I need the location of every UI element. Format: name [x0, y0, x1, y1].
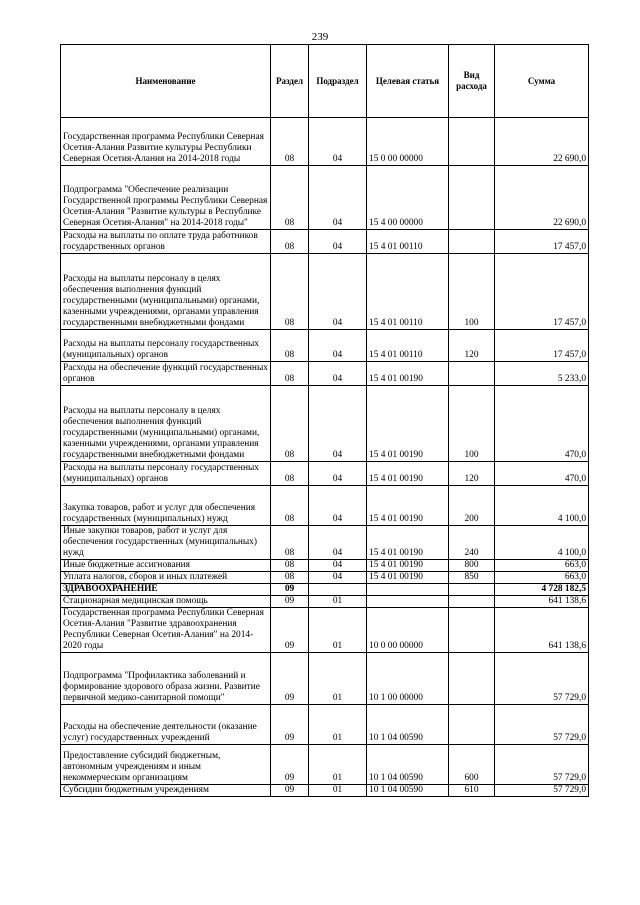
row-podrazdel: 01	[309, 785, 367, 797]
row-vid	[449, 118, 495, 166]
table-row	[61, 462, 589, 486]
row-vid: 120	[449, 330, 495, 362]
row-vid: 200	[449, 486, 495, 526]
row-name: Расходы на обеспечение функций государственных органов	[61, 362, 271, 386]
row-razdel: 09	[271, 584, 309, 596]
row-razdel: 08	[271, 560, 309, 572]
row-vid	[449, 596, 495, 608]
row-name: Подпрограмма "Профилактика заболеваний и формирование здорового образа жизни. Развитие первичной медико-санитарной помощи"	[61, 653, 271, 705]
table-row	[61, 230, 589, 254]
row-statya: 10 1 04 00590	[367, 745, 449, 785]
row-podrazdel: 04	[309, 166, 367, 230]
row-vid	[449, 230, 495, 254]
row-name: Подпрограмма "Обеспечение реализации Государственной программы Республики Северная Осетия-Алания "Развитие культуры в Республике Северная Осетия-Алания" на 2014-2018 годы"	[61, 166, 271, 230]
row-vid	[449, 653, 495, 705]
row-name: Расходы на выплаты персоналу государственных (муниципальных) органов	[61, 330, 271, 362]
row-statya: 10 1 04 00590	[367, 705, 449, 745]
table-row	[61, 596, 589, 608]
row-statya: 10 1 00 00000	[367, 653, 449, 705]
row-podrazdel: 04	[309, 486, 367, 526]
row-name: Стационарная медицинская помощь	[61, 596, 271, 608]
table-row	[61, 386, 589, 462]
row-sum: 17 457,0	[495, 230, 589, 254]
row-statya	[367, 584, 449, 596]
table-row	[61, 608, 589, 653]
row-name: Уплата налогов, сборов и иных платежей	[61, 572, 271, 584]
row-razdel: 08	[271, 118, 309, 166]
table-row	[61, 653, 589, 705]
row-name: Государственная программа Республики Северная Осетия-Алания Развитие культуры Республики Северная Осетия-Алания на 2014-2018 годы	[61, 118, 271, 166]
row-razdel: 09	[271, 596, 309, 608]
header-sum: Сумма	[495, 45, 589, 118]
table-row	[61, 572, 589, 584]
row-name: Иные закупки товаров, работ и услуг для обеспечения государственных (муниципальных) нужд	[61, 526, 271, 560]
row-vid: 120	[449, 462, 495, 486]
row-vid: 600	[449, 745, 495, 785]
row-statya: 15 4 01 00190	[367, 362, 449, 386]
row-statya	[367, 596, 449, 608]
page-number: 239	[311, 31, 329, 43]
row-sum: 663,0	[495, 572, 589, 584]
row-vid: 240	[449, 526, 495, 560]
table-row	[61, 526, 589, 560]
row-podrazdel: 04	[309, 362, 367, 386]
row-podrazdel: 04	[309, 560, 367, 572]
table-row	[61, 118, 589, 166]
row-sum: 470,0	[495, 462, 589, 486]
row-sum: 57 729,0	[495, 745, 589, 785]
row-statya: 15 4 01 00110	[367, 254, 449, 330]
row-name: Расходы на выплаты по оплате труда работников государственных органов	[61, 230, 271, 254]
row-podrazdel: 01	[309, 653, 367, 705]
table-row	[61, 486, 589, 526]
row-name: Государственная программа Республики Северная Осетия-Алания "Развитие здравоохранения Республики Северная Осетия-Алания" на 2014-2020 годы	[61, 608, 271, 653]
table-row	[61, 785, 589, 797]
row-vid	[449, 705, 495, 745]
row-razdel: 08	[271, 572, 309, 584]
row-razdel: 08	[271, 330, 309, 362]
header-vid: Вид расхода	[449, 45, 495, 118]
row-vid: 610	[449, 785, 495, 797]
row-sum: 4 728 182,5	[495, 584, 589, 596]
header-podrazdel: Подраздел	[309, 45, 367, 118]
row-name: Закупка товаров, работ и услуг для обеспечения государственных (муниципальных) нужд	[61, 486, 271, 526]
row-podrazdel: 04	[309, 330, 367, 362]
row-vid	[449, 362, 495, 386]
row-podrazdel: 04	[309, 462, 367, 486]
row-name: Расходы на выплаты персоналу государственных (муниципальных) органов	[61, 462, 271, 486]
row-name: Расходы на обеспечение деятельности (оказание услуг) государственных учреждений	[61, 705, 271, 745]
row-sum: 470,0	[495, 386, 589, 462]
table-row	[61, 745, 589, 785]
row-sum: 641 138,6	[495, 596, 589, 608]
row-sum: 17 457,0	[495, 254, 589, 330]
row-podrazdel: 01	[309, 705, 367, 745]
row-sum: 17 457,0	[495, 330, 589, 362]
row-name: Иные бюджетные ассигнования	[61, 560, 271, 572]
row-sum: 4 100,0	[495, 486, 589, 526]
row-sum: 57 729,0	[495, 705, 589, 745]
row-statya: 15 4 01 00190	[367, 560, 449, 572]
row-statya: 15 4 01 00190	[367, 486, 449, 526]
row-vid: 800	[449, 560, 495, 572]
row-razdel: 08	[271, 362, 309, 386]
row-statya: 15 0 00 00000	[367, 118, 449, 166]
row-podrazdel: 04	[309, 572, 367, 584]
row-sum: 4 100,0	[495, 526, 589, 560]
header-razdel: Раздел	[271, 45, 309, 118]
row-podrazdel: 04	[309, 230, 367, 254]
table-row	[61, 362, 589, 386]
header-statya: Целевая статья	[367, 45, 449, 118]
row-podrazdel	[309, 584, 367, 596]
row-podrazdel: 04	[309, 526, 367, 560]
row-vid	[449, 584, 495, 596]
row-name: ЗДРАВООХРАНЕНИЕ	[61, 584, 271, 596]
row-sum: 663,0	[495, 560, 589, 572]
row-podrazdel: 01	[309, 596, 367, 608]
row-name: Расходы на выплаты персоналу в целях обеспечения выполнения функций государственными (муниципальными) органами, казенными учреждениями, органами управления государственными внебюджетными фондами	[61, 254, 271, 330]
row-razdel: 09	[271, 745, 309, 785]
budget-table	[60, 44, 589, 797]
table-row	[61, 330, 589, 362]
row-sum: 22 690,0	[495, 166, 589, 230]
row-razdel: 08	[271, 462, 309, 486]
row-razdel: 08	[271, 486, 309, 526]
row-razdel: 08	[271, 254, 309, 330]
table-row	[61, 560, 589, 572]
row-razdel: 08	[271, 526, 309, 560]
row-razdel: 09	[271, 785, 309, 797]
header-name: Наименование	[61, 45, 271, 118]
row-statya: 15 4 01 00190	[367, 386, 449, 462]
row-podrazdel: 04	[309, 254, 367, 330]
table-row	[61, 254, 589, 330]
row-sum: 22 690,0	[495, 118, 589, 166]
row-sum: 57 729,0	[495, 785, 589, 797]
row-statya: 10 0 00 00000	[367, 608, 449, 653]
row-razdel: 09	[271, 653, 309, 705]
table-row	[61, 584, 589, 596]
row-vid: 100	[449, 254, 495, 330]
row-podrazdel: 04	[309, 386, 367, 462]
row-vid: 850	[449, 572, 495, 584]
row-razdel: 09	[271, 608, 309, 653]
row-statya: 15 4 01 00110	[367, 330, 449, 362]
row-razdel: 09	[271, 705, 309, 745]
row-podrazdel: 01	[309, 608, 367, 653]
row-statya: 15 4 01 00190	[367, 462, 449, 486]
row-name: Предоставление субсидий бюджетным, автономным учреждениям и иным некоммерческим организациям	[61, 745, 271, 785]
row-name: Субсидии бюджетным учреждениям	[61, 785, 271, 797]
row-statya: 15 4 01 00190	[367, 572, 449, 584]
row-statya: 15 4 00 00000	[367, 166, 449, 230]
table-header-row	[61, 45, 589, 118]
table-row	[61, 705, 589, 745]
row-name: Расходы на выплаты персоналу в целях обеспечения выполнения функций государственными (муниципальными) органами, казенными учреждениями, органами управления государственными внебюджетными фондами	[61, 386, 271, 462]
row-podrazdel: 04	[309, 118, 367, 166]
row-sum: 57 729,0	[495, 653, 589, 705]
row-razdel: 08	[271, 230, 309, 254]
row-vid	[449, 166, 495, 230]
row-vid: 100	[449, 386, 495, 462]
row-razdel: 08	[271, 386, 309, 462]
table-row	[61, 166, 589, 230]
row-statya: 15 4 01 00190	[367, 526, 449, 560]
row-podrazdel: 01	[309, 745, 367, 785]
row-razdel: 08	[271, 166, 309, 230]
row-vid	[449, 608, 495, 653]
row-statya: 10 1 04 00590	[367, 785, 449, 797]
row-sum: 5 233,0	[495, 362, 589, 386]
row-sum: 641 138,6	[495, 608, 589, 653]
row-statya: 15 4 01 00110	[367, 230, 449, 254]
